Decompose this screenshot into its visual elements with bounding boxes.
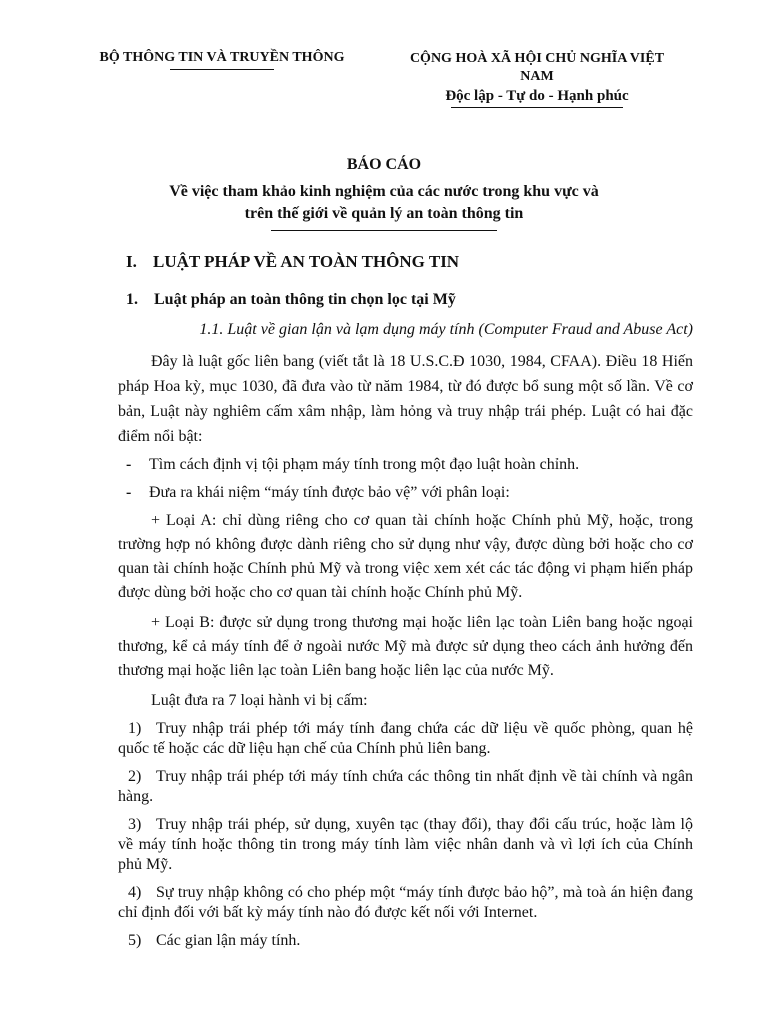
ministry-name: BỘ THÔNG TIN VÀ TRUYỀN THÔNG: [99, 50, 345, 65]
item-number: 4): [128, 884, 142, 901]
intro-paragraph: Đây là luật gốc liên bang (viết tắt là 18 U.S.C.Đ 1030, 1984, CFAA). Điều 18 Hiến pháp Hoa kỳ, mục 1030, đã đưa vào từ năm 1984, từ đó được bổ sung một số lần. Về cơ bản, Luật này nghiêm cấm xâm nhập, làm hỏng và truy nhập trái phép. Luật có hai đặc điểm nổi bật:: [118, 353, 693, 445]
subtitle-line2: trên thế giới về quản lý an toàn thông tin: [244, 205, 524, 222]
bullet-item: [118, 453, 693, 477]
bullet-dash: -: [126, 484, 132, 501]
bullet-text: Đưa ra khái niệm “máy tính được bảo vệ” với phân loại:: [149, 484, 510, 501]
item-text: Truy nhập trái phép, sử dụng, xuyên tạc (thay đổi), thay đổi cấu trúc, hoặc làm lộ về máy tính hoặc thông tin trong máy tính làm việc nhân danh và vì lợi ích của Chính phủ Mỹ.: [118, 816, 693, 873]
national-motto: Độc lập - Tự do - Hạnh phúc: [445, 88, 629, 104]
subsection-title: Luật pháp an toàn thông tin chọn lọc tại Mỹ: [154, 291, 456, 308]
motto-underline: [451, 107, 623, 108]
section-heading: [118, 252, 693, 272]
republic-name-line1: CỘNG HOÀ XÃ HỘI CHỦ NGHĨA VIỆT: [409, 51, 665, 66]
item-text: Truy nhập trái phép tới máy tính đang chứa các dữ liệu về quốc phòng, quan hệ quốc tế hoặc các dữ liệu hạn chế của Chính phủ liên bang.: [118, 720, 693, 757]
document-body: [118, 252, 693, 959]
document-title: BÁO CÁO: [346, 156, 422, 173]
item-number: 5): [128, 932, 142, 949]
prohibited-item: [118, 815, 693, 875]
item-text: Các gian lận máy tính.: [156, 932, 301, 949]
document-subtitle: [150, 181, 618, 231]
item-text: Truy nhập trái phép tới máy tính chứa các thông tin nhất định về tài chính và ngân hàng.: [118, 768, 693, 805]
bullet-dash: -: [126, 456, 132, 473]
subsubsection-heading: 1.1. Luật về gian lận và lạm dụng máy tính (Computer Fraud and Abuse Act): [199, 321, 693, 338]
item-text: Sự truy nhập không có cho phép một “máy tính được bảo hộ”, mà toà án hiện đang chỉ định đối với bất kỳ máy tính nào đó được kết nối với Internet.: [118, 884, 693, 921]
national-header: [392, 50, 682, 108]
prohibited-item: [118, 883, 693, 923]
section-number: I.: [126, 252, 137, 271]
prohibited-item: [118, 931, 693, 951]
section-title: LUẬT PHÁP VỀ AN TOÀN THÔNG TIN: [153, 252, 460, 271]
prohibited-intro: Luật đưa ra 7 loại hành vi bị cấm:: [151, 692, 368, 709]
subtitle-line1: Về việc tham khảo kinh nghiệm của các nước trong khu vực và: [169, 183, 599, 200]
bullet-item: [118, 481, 693, 505]
item-number: 1): [128, 720, 142, 737]
bullet-text: Tìm cách định vị tội phạm máy tính trong một đạo luật hoàn chỉnh.: [149, 456, 580, 473]
subsection-number: 1.: [126, 291, 138, 308]
republic-name-line2: NAM: [520, 69, 554, 84]
type-b-paragraph: + Loại B: được sử dụng trong thương mại hoặc liên lạc toàn Liên bang hoặc ngoại thương, kể cả máy tính để ở ngoài nước Mỹ mà được sử dụng theo cách ảnh hưởng đến thương mại hoặc liên lạc toàn Liên bang hoặc liên lạc của nước Mỹ.: [118, 614, 693, 679]
type-a-paragraph: + Loại A: chỉ dùng riêng cho cơ quan tài chính hoặc Chính phủ Mỹ, hoặc, trong trường hợp nó không được dành riêng cho sử dụng như vậy, được dùng bởi hoặc cho cơ quan tài chính hoặc Chính phủ Mỹ và trong việc xem xét các tác động vi phạm hiến pháp được dùng bởi hoặc cho cơ quan tài chính hoặc Chính phủ Mỹ.: [118, 512, 693, 601]
item-number: 2): [128, 768, 142, 785]
item-number: 3): [128, 816, 142, 833]
prohibited-item: [118, 767, 693, 807]
ministry-header: [72, 50, 372, 70]
subtitle-underline: [271, 230, 497, 231]
ministry-underline: [170, 69, 274, 70]
prohibited-item: [118, 719, 693, 759]
subsection-heading: [118, 291, 693, 309]
